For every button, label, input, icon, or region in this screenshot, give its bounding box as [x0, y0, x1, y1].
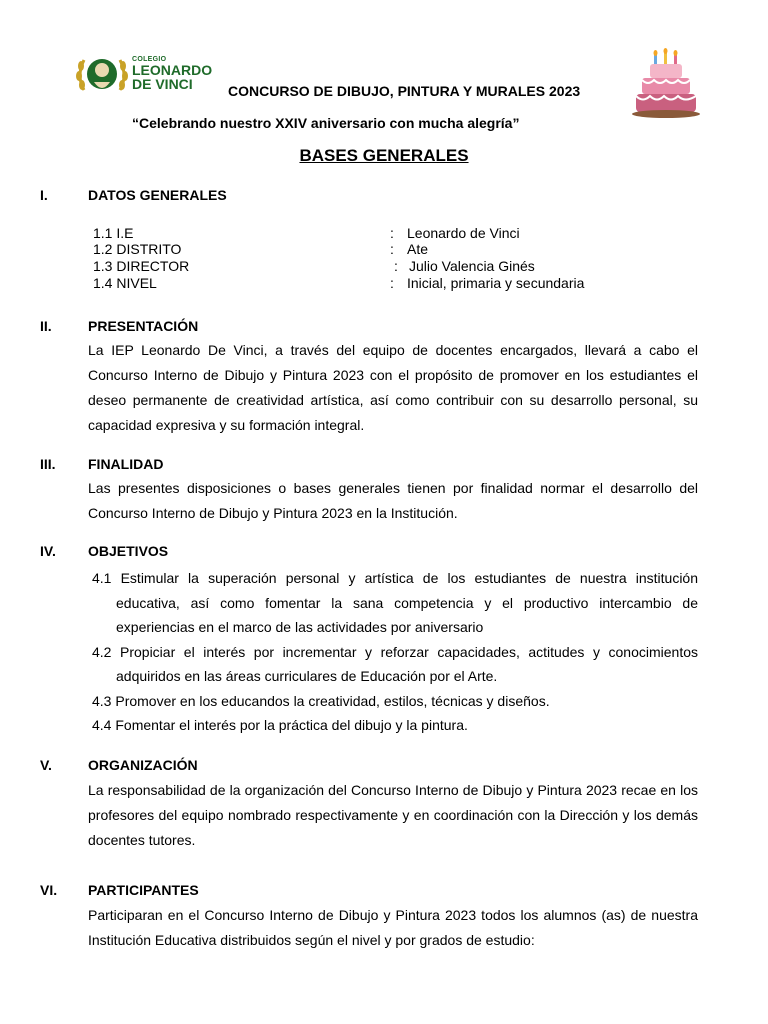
- objective-item: 4.4 Fomentar el interés por la práctica del dibujo y la pintura.: [92, 717, 468, 733]
- logo-line-1: LEONARDO: [132, 62, 213, 78]
- data-value-distrito: Ate: [407, 241, 429, 257]
- section-2-title: PRESENTACIÓN: [88, 318, 199, 334]
- data-label-distrito: 1.2 DISTRITO: [93, 241, 182, 257]
- section-6-paragraph: Participaran en el Concurso Interno de Dibujo y Pintura 2023 todos los alumnos (as) de nuestra Institución Educativa distribuidos según el nivel y por grados de estudio:: [88, 907, 698, 948]
- section-6-title: PARTICIPANTES: [88, 882, 199, 898]
- data-value-ie: Leonardo de Vinci: [407, 225, 520, 241]
- section-4-title: OBJETIVOS: [88, 543, 169, 559]
- section-1-number: I.: [40, 187, 48, 203]
- section-5-paragraph: La responsabilidad de la organización del Concurso Interno de Dibujo y Pintura 2023 recae en los profesores del equipo nombrado respectivamente y en coordinación con la Dirección y los demás docentes tutores.: [88, 782, 698, 848]
- page-title: BASES GENERALES: [299, 146, 469, 165]
- logo-line-2: DE VINCI: [132, 76, 193, 92]
- section-6-number: VI.: [40, 882, 58, 898]
- section-4-number: IV.: [40, 543, 56, 559]
- contest-title: CONCURSO DE DIBUJO, PINTURA Y MURALES 2023: [228, 83, 581, 99]
- logo-name: [132, 63, 212, 91]
- data-sep-ie: :: [390, 225, 394, 241]
- section-1-title: DATOS GENERALES: [88, 187, 227, 203]
- section-3-number: III.: [40, 456, 56, 472]
- data-value-director: Julio Valencia Ginés: [409, 258, 535, 274]
- contest-subtitle: “Celebrando nuestro XXIV aniversario con mucha alegría”: [132, 115, 520, 131]
- objectives-list: [92, 566, 698, 738]
- data-sep-distrito: :: [390, 241, 394, 257]
- section-3-title: FINALIDAD: [88, 456, 164, 472]
- data-label-director: 1.3 DIRECTOR: [93, 258, 190, 274]
- section-2-number: II.: [40, 318, 52, 334]
- section-5-number: V.: [40, 757, 52, 773]
- school-logo: [74, 50, 226, 100]
- data-sep-director: :: [394, 258, 398, 274]
- birthday-cake-icon: [630, 48, 702, 120]
- objective-item: 4.3 Promover en los educandos la creatividad, estilos, técnicas y diseños.: [92, 692, 550, 709]
- objective-item: 4.1 Estimular la superación personal y artística de los estudiantes de nuestra institución educativa, así como fomentar la sana competencia y el productivo intercambio de experiencias en el marco de las actividades por aniversario: [92, 570, 698, 635]
- data-label-nivel: 1.4 NIVEL: [93, 275, 157, 291]
- data-value-nivel: Inicial, primaria y secundaria: [407, 275, 585, 291]
- laurel-portrait-icon: [74, 50, 130, 100]
- section-5-title: ORGANIZACIÓN: [88, 757, 198, 773]
- data-sep-nivel: :: [390, 275, 394, 291]
- objective-item: 4.2 Propiciar el interés por incrementar y reforzar capacidades, actitudes y conocimientos adquiridos en las áreas curriculares de Educación por el Arte.: [92, 643, 698, 684]
- data-label-ie: 1.1 I.E: [93, 225, 134, 241]
- section-3-paragraph: Las presentes disposiciones o bases generales tienen por finalidad normar el desarrollo del Concurso Interno de Dibujo y Pintura 2023 en la Institución.: [88, 480, 698, 521]
- section-2-paragraph: La IEP Leonardo De Vinci, a través del equipo de docentes encargados, llevará a cabo el Concurso Interno de Dibujo y Pintura 2023 con el propósito de promover en los estudiantes el deseo permanente de creatividad artística, así como contribuir con su desarrollo personal, su capacidad expresiva y su formación integral.: [88, 342, 698, 433]
- logo-small-text: COLEGIO: [132, 56, 167, 63]
